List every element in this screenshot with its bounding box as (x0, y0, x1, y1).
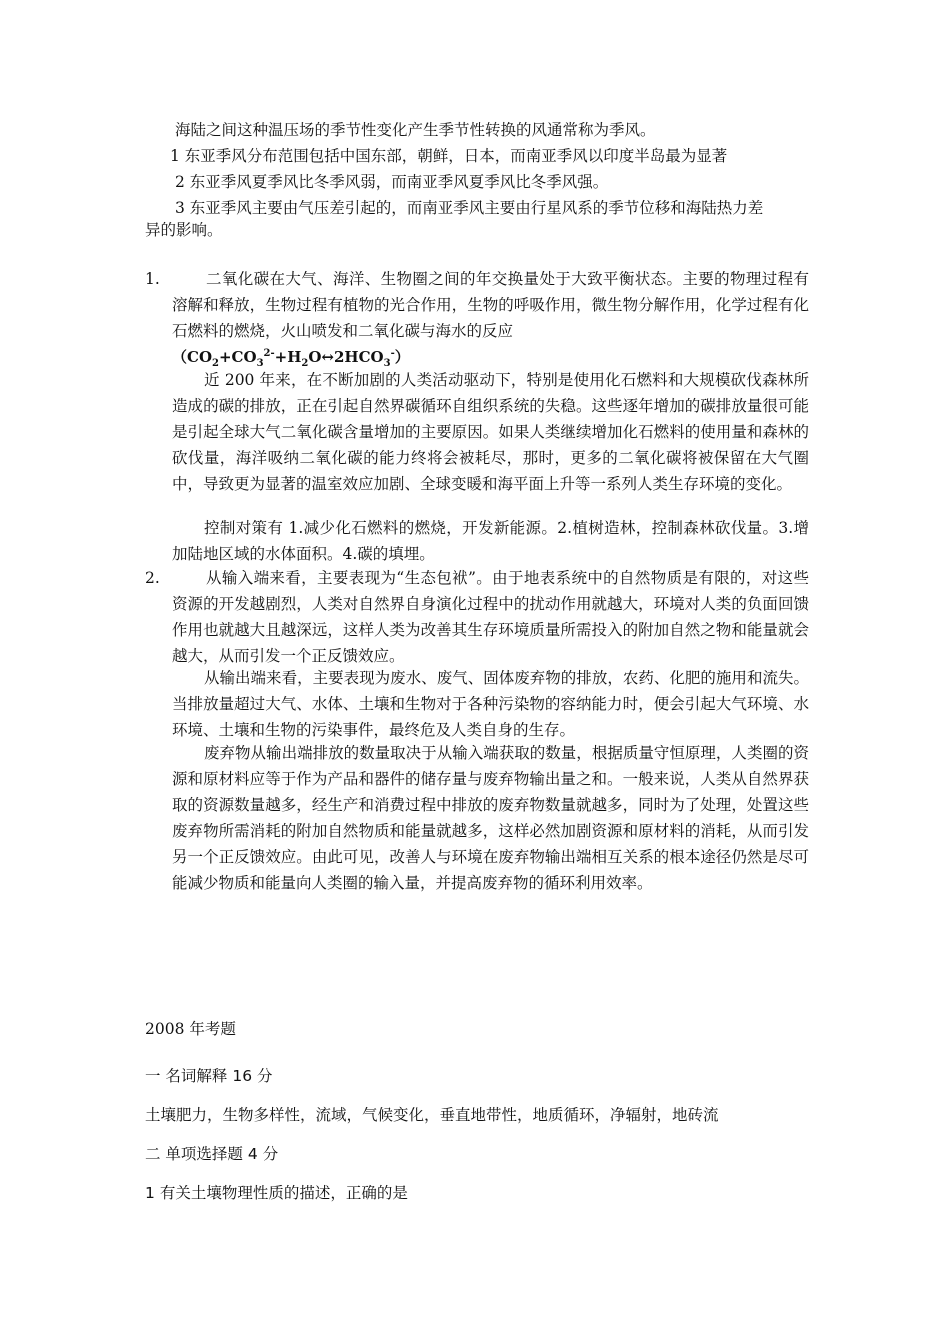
section-2-points-unit: 分 (262, 1145, 279, 1163)
section-1-heading-text: 一 名词解释 (145, 1067, 228, 1085)
section-2-points: 4 (247, 1145, 258, 1163)
term-list: 土壤肥力，生物多样性，流域，气候变化，垂直地带性，地质循环，净辐射，地砖流 (145, 1106, 719, 1124)
question-1-text: 有关土壤物理性质的描述，正确的是 (159, 1184, 408, 1202)
monsoon-point-1: 1 东亚季风分布范围包括中国东部，朝鲜，日本，而南亚季风以印度半岛最为显著 (170, 147, 728, 165)
answer-1-paragraph-1 (172, 266, 809, 344)
monsoon-point-3-line2: 异的影响。 (145, 221, 223, 239)
answer-1-paragraph-1-text: 二氧化碳在大气、海洋、生物圈之间的年交换量处于大致平衡状态。主要的物理过程有溶解和释放，生物过程有植物的光合作用，生物的呼吸作用，微生物分解作用，化学过程有化石燃料的燃烧，火山喷发和二氧化碳与海水的反应 (172, 270, 809, 340)
question-1 (145, 1180, 408, 1206)
monsoon-point-2: 2 东亚季风夏季风比冬季风弱，而南亚季风夏季风比冬季风强。 (175, 173, 609, 191)
answer-1-paragraph-2: 近 200 年来，在不断加剧的人类活动驱动下，特别是使用化石燃料和大规模砍伐森林所造成的碳的排放，正在引起自然界碳循环自组织系统的失稳。这些逐年增加的碳排放量很可能是引起全球大气二氧化碳含量增加的主要原因。如果人类继续增加化石燃料的使用量和森林的砍伐量，海洋吸纳二氧化碳的能力终将会被耗尽，那时，更多的二氧化碳将被保留在大气圈中，导致更为显著的温室效应加剧、全球变暖和海平面上升等一系列人类生存环境的变化。 (172, 371, 809, 493)
carbonate-equation: $(CO_2+CO_3^{2-}+H_2O\leftrightarrow 2HCO_3^-)$ (172, 348, 410, 369)
section-1-points: 16 (232, 1067, 253, 1085)
answer-2-paragraph-1: 从输入端来看，主要表现为“生态包袱”。由于地表系统中的自然物质是有限的，对这些资源的开发越剧烈，人类对自然界自身演化过程中的扰动作用就越大，环境对人类的负面回馈作用也就越大且越深远，这样人类为改善其生存环境质量所需投入的附加自然之物和能量就会越大，从而引发一个正反馈效应。 (172, 569, 809, 665)
answer-1-paragraph-3: 控制对策有 1.减少化石燃料的燃烧，开发新能源。2.植树造林，控制森林砍伐量。3.增加陆地区域的水体面积。4.碳的填埋。 (172, 519, 809, 563)
section-1-heading (145, 1063, 273, 1089)
monsoon-point-3-line1: 3 东亚季风主要由气压差引起的，而南亚季风主要由行星风系的季节位移和海陆热力差 (175, 199, 764, 217)
answer-2-number: 2. (145, 569, 160, 587)
exam-year-title: 2008 年考题 (145, 1020, 236, 1038)
section-1-points-unit: 分 (257, 1067, 273, 1085)
answer-2-paragraph-2: 从输出端来看，主要表现为废水、废气、固体废弃物的排放，农药、化肥的施用和流失。当排放量超过大气、水体、土壤和生物对于各种污染物的容纳能力时，便会引起大气环境、水环境、土壤和生物的污染事件，最终危及人类自身的生存。 (172, 669, 809, 739)
section-2-heading (145, 1141, 278, 1167)
monsoon-definition: 海陆之间这种温压场的季节性变化产生季节性转换的风通常称为季风。 (175, 121, 656, 139)
section-2-heading-text: 二 单项选择题 (145, 1145, 243, 1163)
question-1-number: 1 (145, 1184, 155, 1202)
answer-1-number: 1. (145, 270, 160, 288)
answer-2-paragraph-3: 废弃物从输出端排放的数量取决于从输入端获取的数量，根据质量守恒原理，人类圈的资源和原材料应等于作为产品和器件的储存量与废弃物输出量之和。一般来说，人类从自然界获取的资源数量越多，经生产和消费过程中排放的废弃物数量就越多，同时为了处理，处置这些废弃物所需消耗的附加自然物质和能量就越多，这样必然加剧资源和原材料的消耗，从而引发另一个正反馈效应。由此可见，改善人与环境在废弃物输出端相互关系的根本途径仍然是尽可能减少物质和能量向人类圈的输入量，并提高废弃物的循环利用效率。 (172, 744, 809, 892)
